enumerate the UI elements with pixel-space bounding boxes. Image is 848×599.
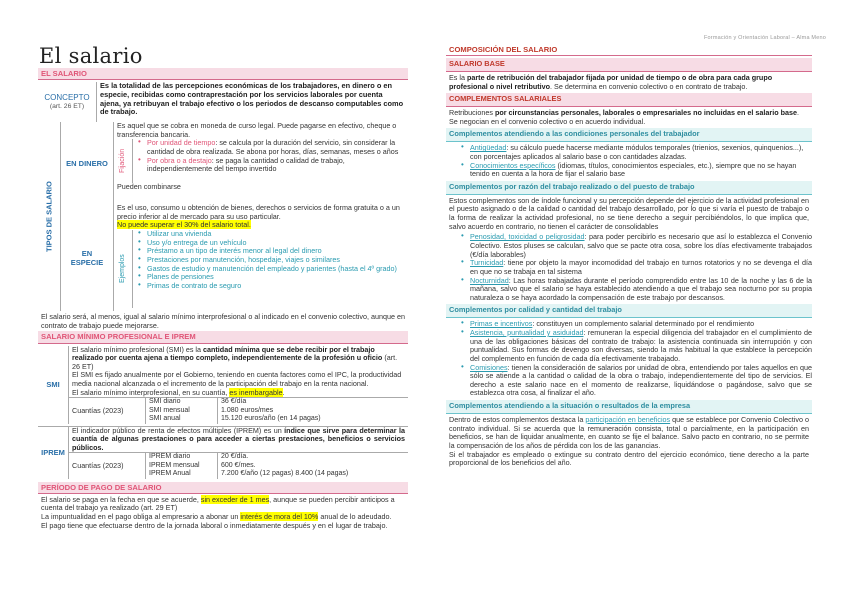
- section-salario-base: SALARIO BASE: [446, 58, 812, 72]
- ejemplo-item: • Gastos de estudio y manutención del empleado y parientes (hasta el 4º grado): [147, 265, 408, 274]
- item-key: Penosidad, toxicidad o peligrosidad: [470, 232, 585, 242]
- periodo-p1: [38, 496, 408, 513]
- item-key: Nocturnidad: [470, 275, 509, 285]
- empresa-text: [446, 416, 812, 451]
- especie-label-cell: [61, 204, 113, 311]
- especie-highlight: No puede superar el 30% del salario total.: [117, 220, 251, 230]
- smi-cuantias-label: Cuantías (2023): [72, 405, 124, 415]
- ejemplo-item: • Primas de contrato de seguro: [147, 282, 408, 291]
- smi-p3b: es inembargable: [229, 387, 283, 397]
- fijacion-item-obra: [147, 157, 408, 174]
- smi-row-key: SMI diario: [146, 398, 218, 406]
- periodo-p1b: sin exceder de 1 mes: [200, 494, 270, 504]
- concepto-definition: Es la totalidad de las percepciones económicas de los trabajadores, en dinero o en especie, recibidas como contraprestación por los servicios laborales por cuenta ajena, ya retribuyan el trabajo efectivo o los periodos de descanso computables como de trabajo.: [100, 81, 404, 117]
- personales-list: [446, 144, 812, 179]
- table-row: [146, 453, 352, 461]
- item-value: : constituyen un complemento salarial determinado por el rendimiento: [532, 319, 755, 329]
- puesto-intro: Estos complementos son de índole funcional y su percepción depende del ejercicio de la actividad profesional en el puesto asignado o de la calidad o cantidad del trabajo desarrollado, por lo que si varía el puesto de trabajo o la forma de realizar la actividad profesional, no se tiene derecho a seguir percibiéndolos, lo que implica que, salvo acuerdo en contrario, no tienen el carácter de consolidables: [449, 195, 809, 231]
- right-column: [446, 43, 812, 468]
- item-key: Primas e incentivos: [470, 319, 533, 329]
- item-key: Conocimientos específicos: [470, 160, 556, 170]
- ejemplo-item: • Planes de pensiones: [147, 273, 408, 282]
- dinero-label: EN DINERO: [66, 158, 108, 168]
- especie-content: [113, 204, 408, 311]
- section-el-salario: EL SALARIO: [38, 68, 408, 80]
- iprem-row-value: 20 €/día.: [221, 453, 249, 461]
- tipos-content: [60, 122, 408, 312]
- tipos-label: TIPOS DE SALARIO: [44, 181, 54, 253]
- smi-cuantias: [69, 397, 408, 423]
- smi-p2: El SMI es fijado anualmente por el Gobierno, teniendo en cuenta factores como el IPC, la productividad media nacional alcanzada o el incremento de la participación del trabajo en la renta nacional.: [72, 370, 402, 389]
- table-row: [146, 398, 324, 406]
- periodo-p1a: El salario se paga en la fecha en que se acuerde,: [41, 494, 201, 504]
- emp-a: Dentro de estos complementos destaca la: [449, 414, 586, 424]
- empresa-text-2: Si el trabajador es empleado o extingue su contrato dentro del ejercicio económico, tiene derecho a la parte proporcional de los beneficios del año.: [449, 449, 809, 468]
- smi-p1c: (art. 26 ET): [72, 353, 398, 371]
- salario-nota: El salario será, al menos, igual al salario mínimo interprofesional o al indicado en el convenio colectivo, aunque en contrato de trabajo puede mejorarse.: [41, 312, 405, 330]
- iprem-p1a: El indicador público de renta de efectos múltiples (IPREM) es un: [72, 425, 285, 435]
- item-key: Antigüedad: [470, 143, 507, 153]
- running-header: Formación y Orientación Laboral – Alma Meno: [703, 35, 826, 41]
- ejemplo-item: • Utilizar una vivienda: [147, 230, 408, 239]
- concepto-label: CONCEPTO: [44, 93, 90, 103]
- concepto-row: [38, 82, 408, 122]
- list-item: [470, 329, 812, 364]
- fijacion-item-tiempo-label: Por unidad de tiempo: [147, 138, 216, 148]
- periodo-p2b: interés de mora del 10%: [240, 512, 319, 521]
- especie-intro-text: Es el uso, consumo u obtención de bienes, derechos o servicios de forma gratuita o a un precio inferior al de mercado para su uso particular.: [117, 203, 400, 221]
- periodo-p2a: La impuntualidad en el pago obliga al empresario a abonar un: [41, 512, 241, 521]
- item-value: (idiomas, títulos, conocimientos especiales, etc.), siempre que no se hayan tenido en cuenta a la hora de fijar el salario base: [470, 160, 797, 179]
- iprem-row-value: 600 €/mes.: [221, 461, 256, 469]
- ejemplo-item: • Préstamo a un tipo de interés menor al legal del dinero: [147, 247, 408, 256]
- periodo-p1c: , aunque se pueden percibir anticipos a cuenta del trabajo ya realizado (art. 29 ET): [41, 494, 395, 513]
- iprem-row-value: 7.200 €/año (12 pagas) 8.400 (14 pagas): [221, 470, 349, 478]
- fijacion-items: [132, 139, 408, 183]
- concepto-sub: (art. 26 ET): [49, 102, 85, 110]
- item-value: : tienen la consideración de salarios por unidad de obra, entendiendo por tales aquellos en que sólo se atiende a la cantidad o calidad de la obra o trabajo, independientemente del tipo de servicios. El derecho a este salario nace en el momento de realizarse, liquidándose o pagándose, salvo que se establezca otra cosa, al finalizar el año.: [470, 362, 812, 398]
- especie-intro: [114, 204, 408, 230]
- section-calidad: Complementos por calidad y cantidad del trabajo: [446, 304, 812, 318]
- dinero-block: [60, 122, 408, 204]
- base-c: . Se determina en convenio colectivo o en contrato de trabajo.: [550, 81, 748, 91]
- smi-row-value: 15.120 euros/año (en 14 pagas): [221, 415, 321, 423]
- dinero-combinarse: Pueden combinarse: [117, 182, 181, 192]
- smi-table: [145, 398, 324, 423]
- periodo-p2c: anual de lo adeudado.: [318, 512, 392, 521]
- base-a: Es la: [449, 72, 467, 82]
- iprem-p1b: índice que sirve para determinar la cuantía de algunas prestaciones o para acceder a ciertas prestaciones, beneficios o servicios públicos.: [72, 425, 405, 452]
- list-item: [470, 144, 812, 161]
- iprem-content: [68, 427, 408, 479]
- table-row: [146, 407, 324, 415]
- iprem-row-key: IPREM Anual: [146, 470, 218, 478]
- fijacion-item-obra-label: Por obra o a destajo: [147, 155, 212, 165]
- smi-p1a: El salario mínimo profesional (SMI) es la: [72, 344, 204, 354]
- item-value: : tiene por objeto la mayor incomodidad del trabajo en turnos rotatorios y no se devenga el día en que no se trabaja en tal sistema: [470, 258, 812, 276]
- dinero-content: [113, 122, 408, 204]
- concepto-text: [96, 82, 408, 122]
- smi-label: SMI: [46, 380, 60, 389]
- item-key: Asistencia, puntualidad y asiduidad: [470, 327, 584, 337]
- fijacion-item-tiempo: [147, 139, 408, 156]
- tipos-block: [38, 122, 408, 312]
- emp-c: que se establece por Convenio Colectivo o contrato individual. Si se acuerda que la remuneración consista, total o parcialmente, en la participación en beneficios, se han de liquidar anualmente, en cuanto se fije el balance. Salvo pacto en contrario, no se permite la compensación de los años de pérdida con los de las ganancias.: [449, 414, 809, 450]
- smi-p1: [69, 346, 408, 372]
- section-composicion: COMPOSICIÓN DEL SALARIO: [446, 44, 812, 56]
- smi-p3: [69, 389, 408, 398]
- section-periodo: PERÍODO DE PAGO DE SALARIO: [38, 482, 408, 494]
- dinero-intro: Es aquel que se cobra en moneda de curso legal. Puede pagarse en efectivo, cheque o transferencia bancaria.: [117, 121, 397, 139]
- complementos-text: [446, 109, 812, 126]
- ejemplos-block: [114, 230, 408, 308]
- smi-content: [68, 346, 408, 424]
- table-row: [146, 470, 352, 478]
- especie-label-2: ESPECIE: [70, 257, 104, 267]
- item-key: Turnicidad: [470, 258, 504, 268]
- compl-b: por circunstancias personales, laborales o empresariales no incluidas en el salario base: [494, 108, 797, 118]
- fijacion-block: [114, 139, 408, 183]
- list-item: [470, 233, 812, 259]
- fijacion-label: Fijación: [118, 149, 126, 174]
- concepto-label-cell: [38, 82, 96, 122]
- calidad-list: [446, 320, 812, 398]
- fijacion-item-tiempo-text: : se calcula por la duración del servicio, sin considerar la cantidad de obra realizada. Se abona por horas, días, semanas, meses o años: [147, 138, 399, 157]
- smi-row-value: 1.080 euros/mes: [221, 406, 274, 414]
- ejemplos-label: Ejemplos: [118, 254, 126, 284]
- section-smi: SALARIO MÍNIMO PROFESIONAL E IPREM: [38, 331, 408, 343]
- iprem-cuantias: [69, 452, 408, 478]
- section-personales: Complementos atendiendo a las condiciones personales del trabajador: [446, 128, 812, 142]
- iprem-label: IPREM: [41, 448, 65, 458]
- section-puesto: Complementos por razón del trabajo realizado o del puesto de trabajo: [446, 181, 812, 195]
- fijacion-item-obra-text: : se paga la cantidad o calidad de trabajo, independientemente del tiempo invertido: [147, 155, 345, 174]
- especie-block: [60, 204, 408, 311]
- iprem-row-key: IPREM mensual: [146, 462, 218, 470]
- table-row: [146, 415, 324, 423]
- item-value: : para poder percibirlo es necesario que así lo establezca el Convenio Colectivo. Estos pluses se calculan, salvo que se pacte otra cosa, sobre los días efectivamente trabajados (€/día laborables): [470, 232, 812, 259]
- smi-p3a: El salario mínimo interprofesional, en su cuantía,: [72, 387, 230, 397]
- smi-row-key: SMI anual: [146, 415, 218, 423]
- list-item: [470, 162, 812, 179]
- page-title: El salario: [39, 44, 143, 68]
- iprem-block: [38, 426, 408, 479]
- smi-p3c: .: [282, 387, 285, 397]
- iprem-cuantias-label: Cuantías (2023): [72, 460, 124, 470]
- ejemplo-item: • Prestaciones por manutención, hospedaje, viajes o similares: [147, 256, 408, 265]
- periodo-p3: El pago tiene que efectuarse dentro de la jornada laboral o inmediatamente después y en el lugar de trabajo.: [41, 520, 388, 530]
- list-item: [470, 277, 812, 303]
- item-value: : remuneran la especial diligencia del trabajador en el cumplimiento de una de las obligaciones básicas del contrato de trabajo: la asistencia continuada sin interrupción y con puntualidad. Sus formas de devengo son diversas, siendo la más habitual la que establece la percepción del complemento en función de cada día efectivamente trabajado.: [470, 327, 813, 363]
- section-complementos: COMPLEMENTOS SALARIALES: [446, 93, 812, 107]
- smi-row-value: 36 €/día: [221, 398, 247, 406]
- base-b: parte de retribución del trabajador fijada por unidad de tiempo o de obra para cada grupo profesional o nivel retributivo: [449, 72, 773, 91]
- smi-p1b: cantidad mínima que se debe recibir por el trabajo realizado por cuenta ajena a tiempo completo, independientemente de la profesión u oficio: [72, 344, 383, 363]
- smi-row-key: SMI mensual: [146, 407, 218, 415]
- table-row: [146, 462, 352, 470]
- list-item: [470, 259, 812, 276]
- puesto-list: [446, 233, 812, 302]
- iprem-row-key: IPREM diario: [146, 453, 218, 461]
- especie-label-1: EN: [81, 248, 93, 258]
- item-value: : su cálculo puede hacerse mediante módulos temporales (trienios, sexenios, quinquenios...), con porcentajes aplicados al salario base o con cantidades alzadas.: [470, 143, 804, 161]
- iprem-table: [145, 453, 352, 478]
- emp-b: participación en beneficios: [585, 414, 671, 424]
- list-item: [470, 364, 812, 399]
- smi-block: [38, 346, 408, 424]
- left-column: [38, 44, 408, 530]
- salario-base-text: [446, 74, 812, 91]
- ejemplos-items: [132, 230, 408, 308]
- item-key: Comisiones: [470, 362, 508, 372]
- section-empresa: Complementos atendiendo a la situación o resultados de la empresa: [446, 400, 812, 414]
- ejemplo-item: • Uso y/o entrega de un vehículo: [147, 239, 408, 248]
- item-value: : Las horas trabajadas durante el período comprendido entre las 10 de la noche y las 6 de la mañana, salvo que el salario se haya establecido atendiendo a que el trabajo sea nocturno por su propia naturaleza o se haya acordado la compensación de este trabajo por descansos.: [470, 275, 812, 302]
- compl-a: Retribuciones: [449, 108, 495, 118]
- compl-c: . Se negocian en el convenio colectivo o en acuerdo individual.: [449, 108, 799, 126]
- iprem-p1: [69, 427, 408, 453]
